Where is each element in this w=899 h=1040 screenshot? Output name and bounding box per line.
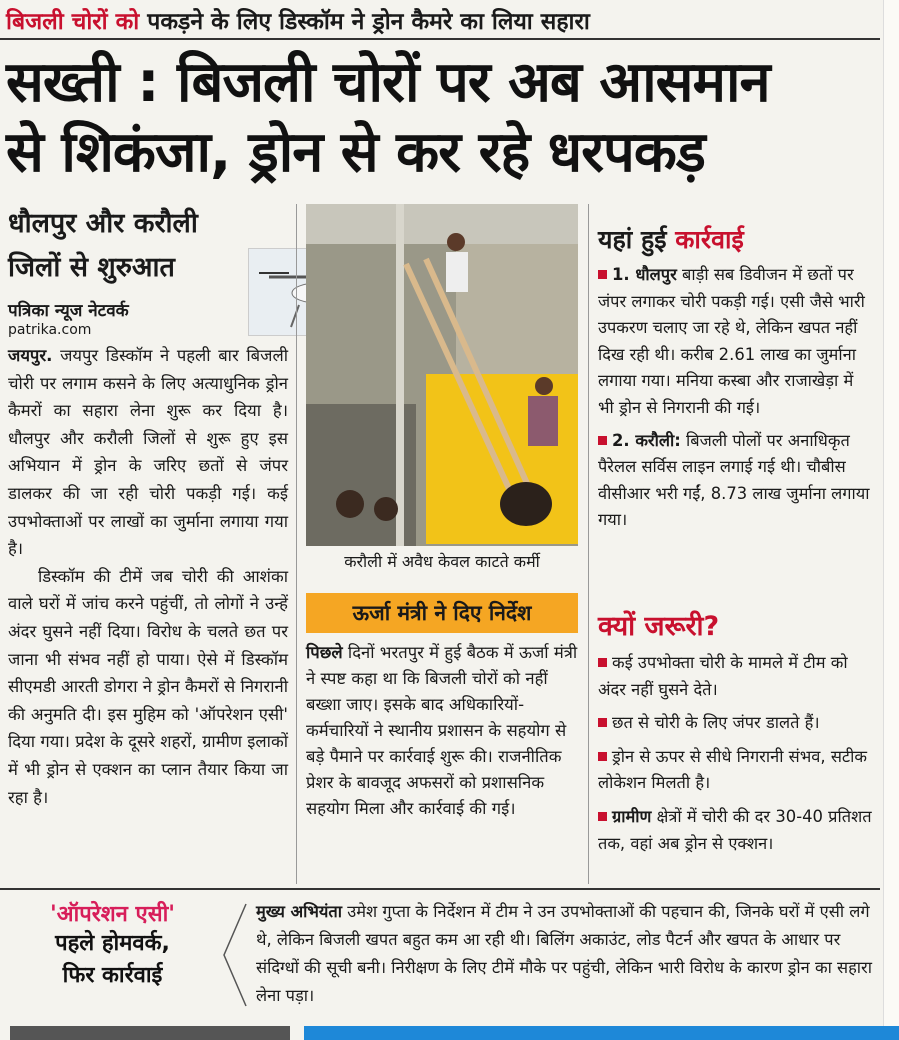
kicker-highlight: बिजली चोरों को [6,9,140,35]
why-item-4-text: क्षेत्रों में चोरी की दर 30-40 प्रतिशत तक, वहां अब ड्रोन से एक्शन। [598,806,872,853]
column-divider-1 [296,204,297,884]
why-item-1 [598,650,874,703]
arrow-bracket-icon [220,900,248,1014]
action-title-plain: यहां हुई [598,225,667,254]
minister-heading: ऊर्जा मंत्री ने दिए निर्देश [306,593,578,633]
bullet-square-icon [598,658,607,667]
why-title: क्यों जरूरी? [598,611,720,642]
byline: पत्रिका न्यूज नेटवर्क [8,301,129,321]
bullet-square-icon [598,752,607,761]
action-item-2-text: बिजली पोलों पर अनाधिकृत पैरेलल सर्विस लाइन लगाई गई थी। चौबीस वीसीआर भरी गईं, 8.73 लाख जुर्माना लगाया गया। [598,430,870,530]
bottom-text: उमेश गुप्ता के निर्देशन में टीम ने उन उपभोक्ताओं की पहचान की, जिनके घरों में एसी लगे थे, लेकिन बिजली खपत बहुत कम आ रही थी। बिलिंग अकाउंट, लोड पैटर्न और खपत के आधार पर संदिग्धों की सूची बनी। निरीक्षण के लिए टीमें मौके पर पहुंची, लेकिन भारी विरोध के कारण ड्रोन का सहारा लेना पड़ा। [256,902,872,1005]
kicker-rest: पकड़ने के लिए डिस्कॉम ने ड्रोन कैमरे का लिया सहारा [147,9,590,35]
news-photo [306,204,578,546]
action-item-2-label: 2. करौली: [612,430,681,450]
story-para-1-text: जयपुर डिस्कॉम ने पहली बार बिजली चोरी पर लगाम कसने के लिए अत्याधुनिक ड्रोन कैमरों का सहारा लेना शुरू कर दिया है। धौलपुर और करौली जिलों से शुरू हुए इस अभियान में ड्रोन के जरिए छतों से जंपर डालकर की जा रही चोरी पकड़ी गई। कई उपभोक्ताओं पर लाखों का जुर्माना लगाया गया है। [8,346,288,559]
story-para-1 [8,342,288,563]
operation-line-2: फिर कार्रवाई [62,963,163,988]
why-item-4-label: ग्रामीण [612,806,652,826]
action-item-1-label: 1. धौलपुर [612,265,677,284]
bullet-square-icon [598,812,607,821]
operation-box [10,898,215,992]
why-list [598,650,874,864]
action-title [598,222,744,256]
bottom-lead: मुख्य अभियंता [256,902,342,921]
why-item-1-text: कई उपभोक्ता चोरी के मामले में टीम को अंदर नहीं घुसने देते। [598,653,848,699]
subheadline-line-2: जिलों से शुरुआत [8,252,175,283]
adjacent-column-edge [883,0,899,1038]
headline [6,48,876,188]
minister-story [306,640,578,822]
action-item-1-text: बाड़ी सब डिवीजन में छतों पर जंपर लगाकर चोरी पकड़ी गई। एसी जैसे भारी उपकरण चलाए जा रहे थे, लेकिन खपत नहीं दिख रही थी। करीब 2.61 लाख का जुर्माना लगाया गया। मनिया कस्बा और राजाखेड़ा में भी ड्रोन से निगरानी की गई। [598,265,865,417]
operation-line-1: पहले होमवर्क, [55,931,170,956]
subheadline [8,202,248,290]
bullet-square-icon [598,718,607,727]
bullet-square-icon [598,436,607,445]
why-item-3-text: ड्रोन से ऊपर से सीधे निगरानी संभव, सटीक लोकेशन मिलती है। [598,746,867,793]
headline-line-1: सख्ती : बिजली चोरों पर अब आसमान [6,50,770,115]
minister-lead: पिछले [306,643,343,662]
bottom-rule [0,888,880,890]
photo-caption: करौली में अवैध केवल काटते कर्मी [344,552,540,571]
action-title-red: कार्रवाई [675,225,744,254]
website: patrika.com [8,322,92,338]
bottom-story [256,898,876,1010]
main-story [8,342,288,811]
column-divider-2 [588,204,589,884]
story-para-2: डिस्कॉम की टीमें जब चोरी की आशंका वाले घरों में जांच करने पहुंचीं, तो लोगों ने उन्हें अंदर घुसने नहीं दिया। विरोध के चलते छत पर जाना भी संभव नहीं हो पाया। ऐसे में डिस्कॉम सीएमडी आरती डोगरा ने ड्रोन कैमरों से निगरानी की अनुमति दी। इस मुहिम को 'ऑपरेशन एसी' दिया गया। प्रदेश के दूसरे शहरों, ग्रामीण इलाकों में भी ड्रोन से एक्शन का प्लान तैयार किया जा रहा है। [8,566,288,807]
kicker [6,4,806,36]
why-item-2-text: छत से चोरी के लिए जंपर डालते हैं। [612,713,820,733]
why-item-2 [598,710,874,737]
subheadline-line-1: धौलपुर और करौली [8,208,198,239]
action-item-2 [598,428,874,534]
kicker-rule [0,38,880,40]
action-item-1 [598,262,874,422]
action-list [598,262,874,540]
why-item-3 [598,744,874,797]
headline-line-2: से शिकंजा, ड्रोन से कर रहे धरपकड़ [6,120,705,185]
why-item-4 [598,804,874,857]
bullet-square-icon [598,270,607,279]
operation-title: 'ऑपरेशन एसी' [49,902,176,927]
minister-text: दिनों भरतपुर में हुई बैठक में ऊर्जा मंत्री ने स्पष्ट कहा था कि बिजली चोरों को नहीं बख्शा जाए। इसके बाद अधिकारियों-कर्मचारियों ने स्थानीय प्रशासन के सहयोग से बड़े पैमाने पर कार्रवाई शुरू की। राजनीतिक प्रेशर के बावजूद अफसरों को प्रशासनिक सहयोग मिला और कार्रवाई की गई। [306,643,578,818]
dateline: जयपुर. [8,346,53,365]
